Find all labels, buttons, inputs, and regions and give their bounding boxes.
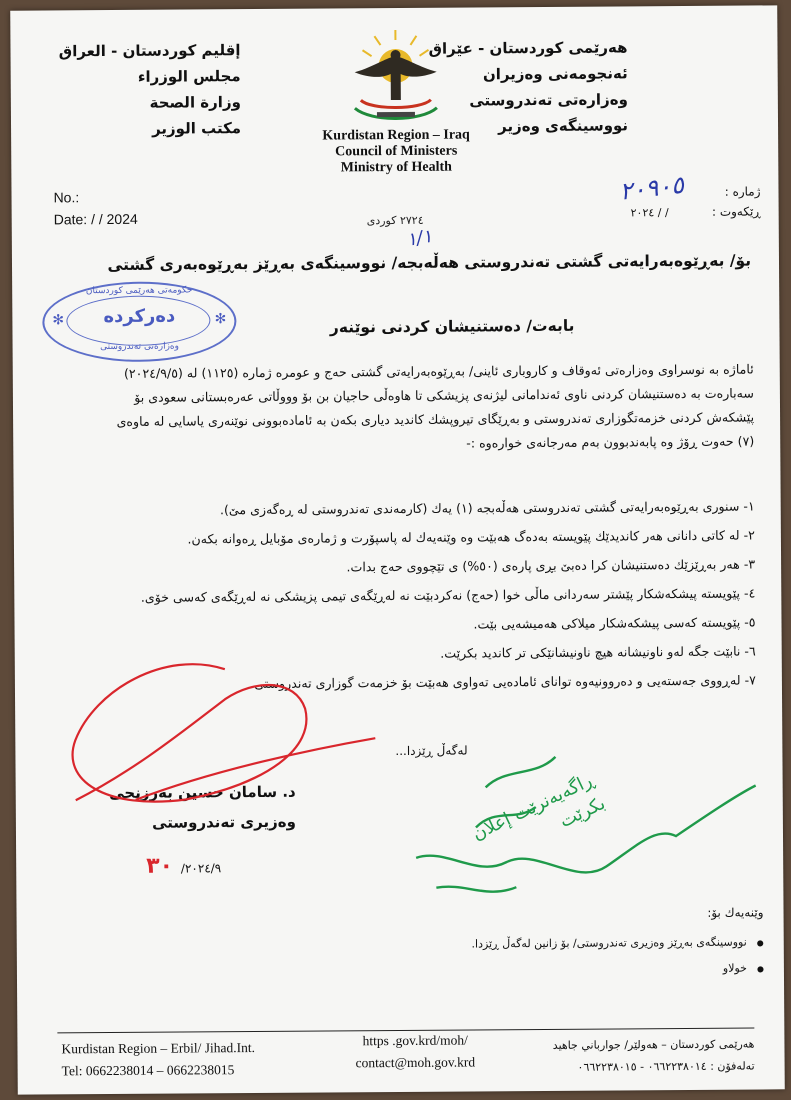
signature-date bbox=[146, 853, 221, 879]
copy-item: ● خولاو bbox=[472, 957, 764, 985]
english-header-line: Kurdistan Region – Iraq bbox=[322, 127, 470, 144]
condition-item: ٤- پێویستە پیشكەشكار پێشتر سەردانی ماڵی خوا (حەج) نەكردبێت نە لەڕێگەی تیمی پزیشكی نە لەڕێگەی كەسی خۆی. bbox=[140, 585, 756, 605]
stamp-star-icon: ✻ bbox=[214, 311, 227, 328]
signer-name: د. سامان حسین بەرزنجی bbox=[109, 782, 296, 803]
copy-item: ● نووسینگەی بەڕێز وەزیری تەندروستی/ بۆ زانین لەگەڵ ڕێزدا. bbox=[471, 931, 763, 959]
kurdistan-emblem-icon bbox=[340, 28, 451, 129]
footer-address: Kurdistan Region – Erbil/ Jihad.Int. bbox=[61, 1040, 256, 1057]
handwritten-mark: ١/١ bbox=[405, 225, 434, 251]
regards-text: لەگەڵ ڕێزدا... bbox=[395, 743, 468, 759]
signer-title: وەزیری تەندروستی bbox=[152, 812, 296, 832]
footer-phone: Tel: 0662238014 – 0662238015 bbox=[61, 1062, 235, 1079]
handwritten-day: ٣٠ bbox=[146, 853, 174, 879]
condition-item: ٦- نابێت جگە لەو ناونیشانە هیچ ناونیشانێكی تر كاندید بكرێت. bbox=[440, 643, 756, 661]
date-label: Date: / / 2024 bbox=[53, 210, 138, 228]
recipient-line: بۆ/ بەڕێوەبەرایەتی گشتی تەندروستی هەڵەبجە/ نووسینگەی بەڕێز بەڕێوەبەری گشتی bbox=[107, 251, 752, 275]
header-arabic-line: مكتب الوزير bbox=[151, 119, 242, 138]
body-line: ئاماژە بە نوسراوی وەزارەتی ئەوقاف و كاروباری ئاینی/ بەڕێوەبەرایەتی گشتی حەج و عومرە ژمارە (١١٢٥) لە (٢٠٢٤/٩/٥) bbox=[123, 361, 754, 381]
condition-item: ٣- هەر بەڕێزێك دەستنیشان كرا دەبێ بڕی پارەی (٥٠%) ی تێچووی حەج بدات. bbox=[346, 556, 756, 575]
footer-phone-kurdish: تەلەفۆن : ٠٦٦٢٢٣٨٠١٤ - ٠٦٦٢٢٣٨٠١٥ bbox=[577, 1059, 755, 1074]
reference-kurdish bbox=[712, 181, 761, 221]
copies-title: وێنەیەك بۆ: bbox=[707, 905, 764, 920]
condition-item: ٥- پێویستە كەسی پیشكەشكار میلاكی هەمیشەیی بێت. bbox=[473, 614, 756, 632]
footer-website: https .gov.krd/moh/ bbox=[362, 1032, 468, 1049]
issued-stamp bbox=[42, 281, 237, 362]
header-kurdish bbox=[427, 34, 628, 139]
subject-line: بابەت/ دەستنیشان كردنی نوێنەر bbox=[329, 316, 575, 337]
signature-date-text: ٢٠٢٤/٩/ bbox=[180, 861, 222, 876]
signer-block bbox=[66, 777, 296, 839]
header-arabic-line: إقليم كوردستان - العراق bbox=[58, 41, 241, 61]
document-page bbox=[10, 5, 785, 1094]
kurdish-date-label: ڕێكەوت : bbox=[711, 204, 761, 219]
condition-item: ٢- لە كاتی دانانی هەر كاندیدێك پێویستە بەدەگ هەبێت وە وێنەیەك لە پاسپۆرت و ژمارەی مۆبایل ڕەوانە بكەن. bbox=[187, 527, 755, 547]
footer-left bbox=[61, 1037, 255, 1082]
condition-item: ٧- لەڕووی جەستەیی و دەروونیەوە توانای ئامادەیی تەواوی هەبێت بۆ خزمەت گوزاری تەندروستی. bbox=[250, 672, 756, 692]
stamp-middle-text: دەرکردە bbox=[103, 305, 176, 328]
letter-body bbox=[39, 358, 755, 459]
header-arabic bbox=[40, 37, 241, 142]
footer-address-kurdish: هەرێمی كوردستان – هەولێر/ جوارباني جاهيد bbox=[552, 1037, 755, 1052]
green-handwritten-note: ڕاگەیەنرێت إعلان بكرێت bbox=[469, 769, 609, 845]
header-arabic-line: مجلس الوزراء bbox=[137, 67, 241, 86]
english-header-line: Ministry of Health bbox=[340, 159, 452, 176]
number-label: No.: bbox=[53, 189, 80, 206]
condition-item: ١- سنوری بەڕێوەبەرایەتی گشتی تەندروستی هەڵەبجە (١) یەك (كارمەندی تەندروستی لە ڕەگەزی مێ). bbox=[219, 498, 755, 518]
header-arabic-line: وزارة الصحة bbox=[149, 93, 241, 112]
stamp-top-text: حكومەتی هەرێمی كوردستان bbox=[85, 285, 193, 297]
body-line: (٧) حەوت ڕۆژ وە پابەندبوون بەم مەرجانەی خوارەوە :- bbox=[466, 433, 755, 451]
conditions-list bbox=[35, 492, 756, 700]
kurdish-date-value: / / ٢٠٢٤ bbox=[630, 206, 669, 220]
stamp-bottom-text: وەزارەتی تەندروستی bbox=[100, 341, 180, 353]
reference-english bbox=[53, 186, 137, 231]
stamp-star-icon: ✻ bbox=[52, 312, 65, 329]
footer-right bbox=[553, 1034, 755, 1079]
header-kurdish-line: وەزارەتی تەندروستی bbox=[469, 90, 628, 110]
header-kurdish-line: ئەنجومەنی وەزیران bbox=[482, 64, 628, 84]
body-line: پێشكەش كردنی خزمەتگوزاری تەندروستی و بەڕێگای تیروپشك كاندید دیاری بكەن بە ئامادەبوونی نوێنەری یاسایی لە ماوەی bbox=[116, 409, 755, 429]
english-header bbox=[311, 127, 481, 176]
english-header-line: Council of Ministers bbox=[335, 143, 458, 160]
kurdi-date: ٢٧٢٤ كوردی bbox=[366, 213, 424, 228]
footer-email: contact@moh.gov.krd bbox=[355, 1054, 476, 1071]
header-kurdish-line: نووسینگەی وەزیر bbox=[498, 116, 629, 136]
footer-middle bbox=[355, 1029, 475, 1074]
copies-list bbox=[471, 931, 764, 985]
kurdish-number-label: ژمارە : bbox=[724, 184, 761, 199]
header-kurdish-line: هەرێمی كوردستان - عێراق bbox=[428, 38, 628, 58]
handwritten-number: ٢٠٩٠٥ bbox=[617, 170, 685, 206]
body-line: سەبارەت بە دەستنیشان كردنی ناوی ئەندامانی لیژنەی پزیشكی تا هاوەڵی حاجیان بن بۆ وووڵاتی عەرەبستانی سعودی بۆ bbox=[134, 385, 754, 405]
